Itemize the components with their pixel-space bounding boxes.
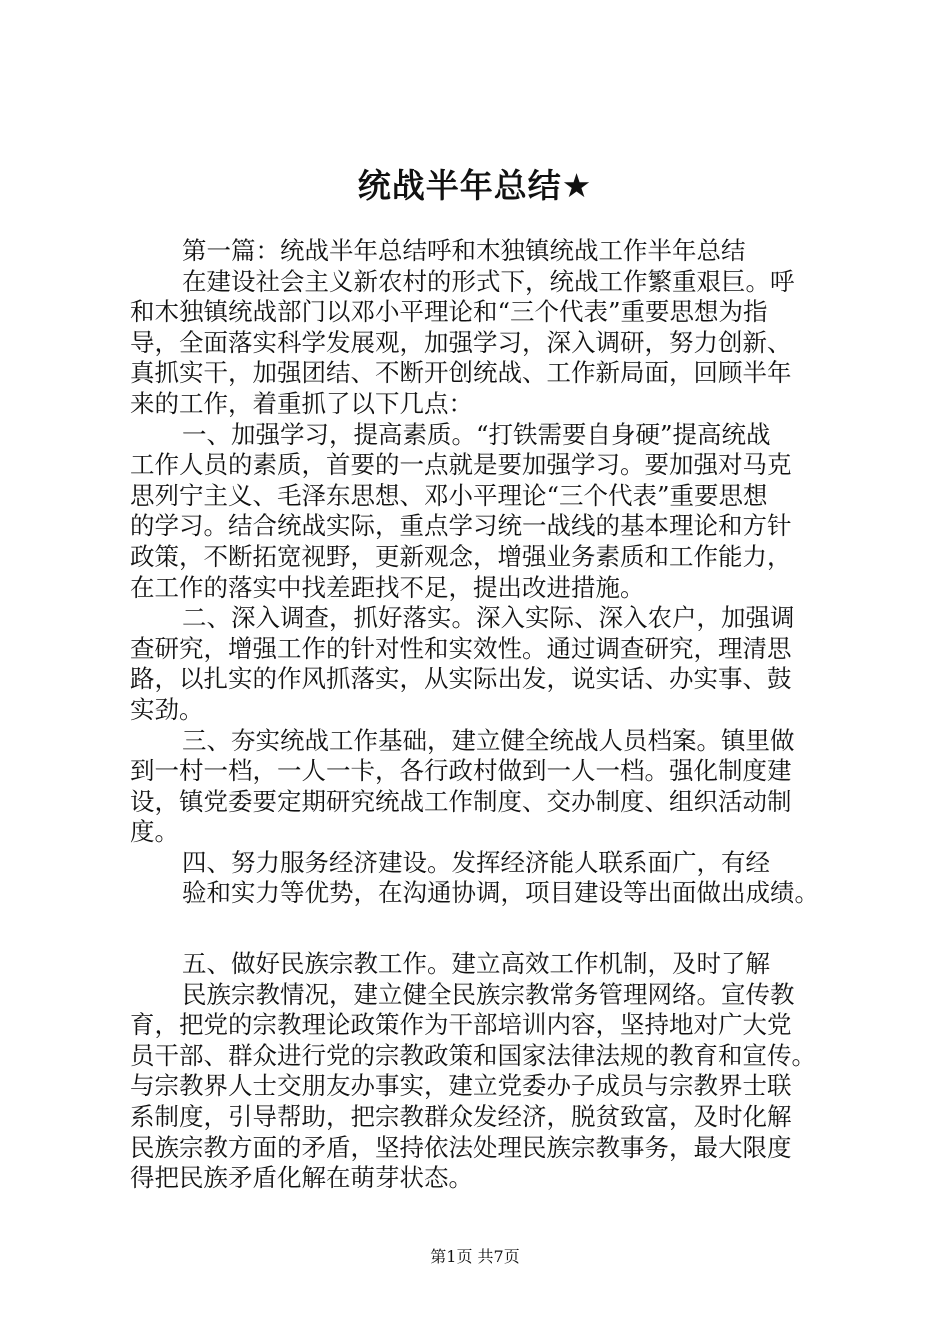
paragraph-line: 查研究，增强工作的针对性和实效性。通过调查研究，理清思 [130,633,792,663]
paragraph-line: 实劲。 [130,694,204,724]
paragraph-line: 育，把党的宗教理论政策作为干部培训内容，坚持地对广大党 [130,1010,792,1040]
paragraph-line: 政策，不断拓宽视野，更新观念，增强业务素质和工作能力， [130,541,792,571]
paragraph-line: 三、夯实统战工作基础，建立健全统战人员档案。镇里做 [182,725,795,755]
section-heading: 第一篇：统战半年总结呼和木独镇统战工作半年总结 [182,236,746,265]
paragraph-line: 二、深入调查，抓好落实。深入实际、深入农户，加强调 [182,603,795,633]
paragraph-line: 到一村一档，一人一卡，各行政村做到一人一档。强化制度建 [130,756,792,786]
paragraph-line: 的学习。结合统战实际，重点学习统一战线的基本理论和方针 [130,511,792,541]
paragraph-line: 验和实力等优势，在沟通协调，项目建设等出面做出成绩。 [182,878,819,908]
paragraph-line: 在工作的落实中找差距找不足，提出改进措施。 [130,572,645,602]
paragraph-line: 度。 [130,817,179,847]
paragraph-line: 路，以扎实的作风抓落实，从实际出发，说实话、办实事、鼓 [130,664,792,694]
paragraph-line: 设，镇党委要定期研究统战工作制度、交办制度、组织活动制 [130,786,792,816]
paragraph-line: 工作人员的素质，首要的一点就是要加强学习。要加强对马克 [130,450,792,480]
paragraph-line: 真抓实干，加强团结、不断开创统战、工作新局面，回顾半年 [130,358,792,388]
paragraph-line: 与宗教界人士交朋友办事实，建立党委办子成员与宗教界士联 [130,1071,792,1101]
document-title: 统战半年总结★ [357,166,593,205]
paragraph-line: 系制度，引导帮助，把宗教群众发经济，脱贫致富，及时化解 [130,1102,792,1132]
paragraph-gap [130,909,835,949]
paragraph-line: 一、加强学习，提高素质。“打铁需要自身硬”提高统战 [182,419,771,449]
paragraph-line: 导，全面落实科学发展观，加强学习，深入调研，努力创新、 [130,327,792,357]
paragraph-line: 民族宗教情况，建立健全民族宗教常务管理网络。宣传教 [182,979,795,1009]
paragraph-line: 五、做好民族宗教工作。建立高效工作机制，及时了解 [182,949,770,979]
paragraph-line: 思列宁主义、毛泽东思想、邓小平理论“三个代表”重要思想 [130,480,768,510]
paragraph-line: 来的工作，着重抓了以下几点： [130,388,473,418]
paragraph-line: 和木独镇统战部门以邓小平理论和“三个代表”重要思想为指 [130,297,768,327]
paragraph-line: 在建设社会主义新农村的形式下，统战工作繁重艰巨。呼 [182,266,795,296]
paragraph-line: 四、努力服务经济建设。发挥经济能人联系面广，有经 [182,847,770,877]
page-number-footer: 第1页 共7页 [430,1247,520,1266]
paragraph-line: 员干部、群众进行党的宗教政策和国家法律法规的教育和宣传。 [130,1040,816,1070]
paragraph-line: 民族宗教方面的矛盾，坚持依法处理民族宗教事务，最大限度 [130,1132,792,1162]
paragraph-line: 得把民族矛盾化解在萌芽状态。 [130,1163,473,1193]
document-body [130,236,835,1194]
